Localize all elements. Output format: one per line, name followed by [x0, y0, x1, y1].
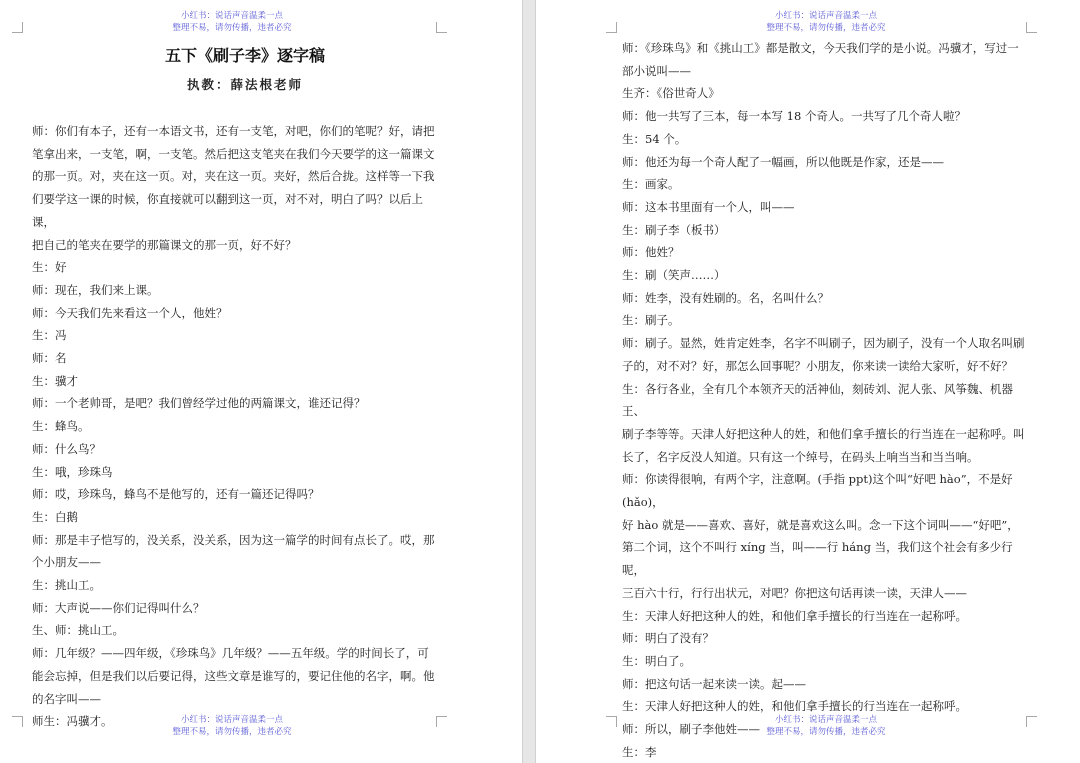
transcript-line: 师：他还为每一个奇人配了一幅画，所以他既是作家，还是—— — [622, 154, 944, 169]
transcript-line: 好 hào 就是——喜欢、喜好，就是喜欢这么叫。念一下这个词叫——“好吧”， — [622, 517, 1019, 532]
watermark-line2: 整理不易，请勿传播，违者必究 — [766, 23, 886, 33]
transcript-line: 们要学这一课的时候，你直接就可以翻到这一页，对不对，明白了吗？以后上课， — [32, 192, 423, 229]
transcript-line: 生：白鹅 — [32, 509, 78, 524]
transcript-line: 师：几年级？——四年级，《珍珠鸟》几年级？——五年级。学的时间长了，可 — [32, 646, 429, 661]
crop-mark — [436, 22, 447, 33]
transcript-body-left — [32, 120, 444, 733]
watermark-line1: 小红书：说话声音温柔一点 — [180, 11, 283, 21]
transcript-line: 师：这本书里面有一个人，叫—— — [622, 199, 795, 214]
transcript-line: 师：大声说——你们记得叫什么？ — [32, 600, 205, 615]
transcript-line: 师：所以，刷子李他姓—— — [622, 722, 760, 737]
teacher-line: 执教：薛法根老师 — [186, 77, 303, 92]
transcript-line: 生：好 — [32, 260, 67, 275]
transcript-line: 部小说叫—— — [622, 63, 691, 78]
transcript-line: 师：姓李，没有姓刷的。名，名叫什么？ — [622, 290, 829, 305]
watermark-line1: 小红书：说话声音温柔一点 — [180, 715, 283, 725]
watermark-line2: 整理不易，请勿传播，违者必究 — [172, 727, 292, 737]
watermark-header — [122, 10, 342, 34]
transcript-line: 师：你们有本子，还有一本语文书，还有一支笔，对吧，你们的笔呢？好，请把 — [32, 124, 435, 138]
watermark-footer — [122, 714, 342, 738]
transcript-line: 个小朋友—— — [32, 555, 101, 570]
transcript-line: 师：《珍珠鸟》和《挑山工》都是散文，今天我们学的是小说。冯骥才，写过一 — [622, 41, 1019, 55]
transcript-line: 生：各行各业，全有几个本领齐天的活神仙，刻砖刘、泥人张、风筝魏、机器王、 — [622, 381, 1013, 419]
transcript-line: 三百六十行，行行出状元，对吧？你把这句话再读一读，天津人—— — [622, 585, 967, 600]
transcript-line: 生：刷（笑声……） — [622, 268, 726, 283]
transcript-body-right — [622, 37, 1032, 763]
transcript-line: 师：一个老帅哥，是吧？我们曾经学过他的两篇课文，谁还记得？ — [32, 396, 366, 411]
transcript-line: 师：那是丰子恺写的，没关系，没关系，因为这一篇学的时间有点长了。哎，那 — [32, 532, 435, 547]
transcript-line: 师：明白了没有？ — [622, 631, 714, 646]
transcript-line: 生：天津人好把这种人的姓，和他们拿手擅长的行当连在一起称呼。 — [622, 699, 967, 714]
transcript-line: 的名字叫—— — [32, 691, 101, 706]
transcript-line: 生齐：《俗世奇人》 — [622, 86, 720, 101]
transcript-line: 笔拿出来，一支笔，啊，一支笔。然后把这支笔夹在我们今天要学的这一篇课文 — [32, 146, 435, 161]
watermark-line2: 整理不易，请勿传播，违者必究 — [172, 23, 292, 33]
transcript-line: 把自己的笔夹在要学的那篇课文的那一页，好不好？ — [32, 237, 297, 252]
crop-mark — [606, 22, 617, 33]
watermark-line1: 小红书：说话声音温柔一点 — [774, 715, 877, 725]
watermark-line2: 整理不易，请勿传播，违者必究 — [766, 727, 886, 737]
transcript-line: 生：挑山工。 — [32, 578, 101, 593]
document-title: 五下《刷子李》逐字稿 — [164, 46, 325, 65]
transcript-line: 能会忘掉，但是我们以后要记得，这些文章是谁写的，要记住他的名字，啊。他 — [32, 668, 435, 683]
transcript-line: 生：54 个。 — [622, 131, 687, 146]
transcript-line: 生：骥才 — [32, 373, 78, 388]
transcript-line: 第二个词，这个不叫行 xíng 当，叫——行 háng 当，我们这个社会有多少行呢， — [622, 540, 1013, 578]
transcript-line: 师：他姓？ — [622, 245, 680, 260]
transcript-line: 生：冯 — [32, 328, 67, 343]
transcript-line: 师：什么鸟？ — [32, 441, 101, 456]
transcript-line: 长了，名字反没人知道。只有这一个绰号，在码头上响当当和当当响。 — [622, 449, 979, 464]
transcript-line: 师：现在，我们来上课。 — [32, 282, 159, 297]
transcript-line: 生：哦，珍珠鸟 — [32, 464, 113, 479]
transcript-line: 生：蜂鸟。 — [32, 419, 90, 434]
transcript-line: 师生：冯骥才。 — [32, 714, 113, 729]
transcript-line: 师：把这句话一起来读一读。起—— — [622, 676, 806, 691]
transcript-line: 师：今天我们先来看这一个人，他姓？ — [32, 305, 228, 320]
transcript-line: 师：刷子。显然，姓肯定姓李，名字不叫刷子，因为刷子，没有一个人取名叫刷 — [622, 336, 1025, 351]
transcript-line: 师：他一共写了三本，每一本写 18 个奇人。一共写了几个奇人啦？ — [622, 109, 966, 124]
transcript-line: 生：刷子李（板书） — [622, 222, 726, 237]
transcript-line: 生：天津人好把这种人的姓，和他们拿手擅长的行当连在一起称呼。 — [622, 608, 967, 623]
transcript-line: 师：你读得很响，有两个字，注意啊。(手指 ppt)这个叫“好吧 hào”，不是好(hǎo)， — [622, 472, 1013, 510]
transcript-line: 生：明白了。 — [622, 653, 691, 668]
transcript-line: 师：名 — [32, 351, 67, 366]
transcript-line: 的那一页。对，夹在这一页。对，夹在这一页。夹好，然后合拢。这样等一下我 — [32, 169, 435, 184]
transcript-line: 刷子李等等。天津人好把这种人的姓，和他们拿手擅长的行当连在一起称呼。叫 — [622, 426, 1025, 441]
crop-mark — [12, 716, 23, 727]
crop-mark — [1026, 22, 1037, 33]
crop-mark — [606, 716, 617, 727]
watermark-header — [716, 10, 936, 34]
transcript-line: 生：画家。 — [622, 177, 680, 192]
transcript-line: 师：哎，珍珠鸟，蜂鸟不是他写的，还有一篇还记得吗？ — [32, 487, 320, 502]
transcript-line: 生：刷子。 — [622, 313, 680, 328]
document-page-left — [0, 0, 522, 763]
transcript-line: 生：李 — [622, 744, 657, 759]
transcript-line: 生、师：挑山工。 — [32, 623, 124, 638]
watermark-line1: 小红书：说话声音温柔一点 — [774, 11, 877, 21]
crop-mark — [12, 22, 23, 33]
transcript-line: 子的，对不对？好，那怎么回事呢？小朋友，你来读一读给大家听，好不好？ — [622, 358, 1013, 373]
page-gap — [522, 0, 536, 763]
